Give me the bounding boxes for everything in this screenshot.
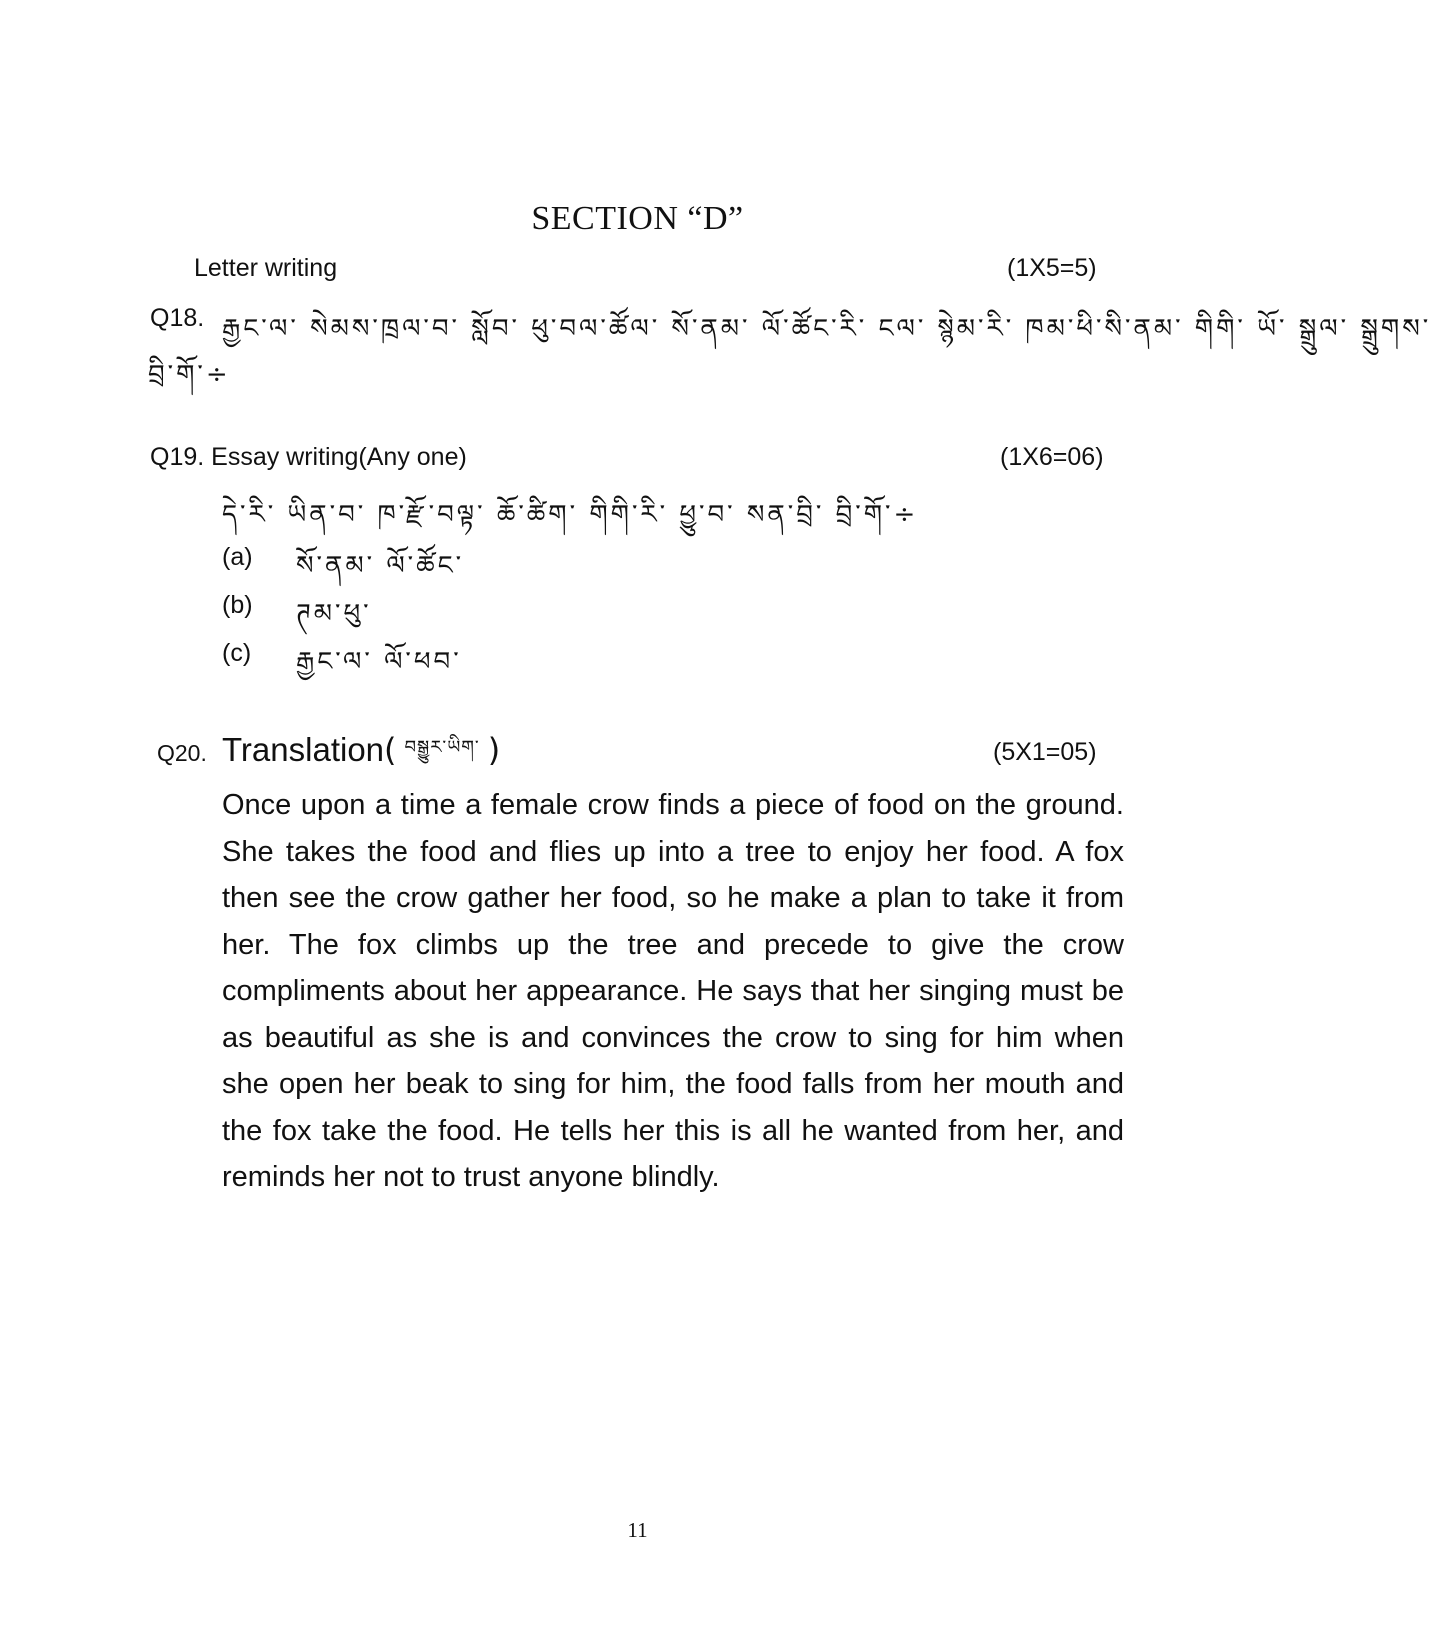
q19-heading: Q19. Essay writing(Any one) [150, 443, 467, 471]
q20-translation-passage: Once upon a time a female crow finds a piece of food on the ground. She takes the food and flies up into a tree to enjoy her food. A fox then see the crow gather her food, so he make a plan to take it from her. The fox climbs up the tree and precede to give the crow compliments about her appearance. He says that her singing must be as beautiful as she is and convinces the crow to sing for him when she open her beak to sing for him, the food falls from her mouth and the fox take the food. He tells her this is all he wanted from her, and reminds her not to trust anyone blindly. [222, 789, 1124, 1193]
q19-instruction: དེ་རི་ ཡིན་བ་ ཁ་རྫོ་བལྟ་ ཆོ་ཚིག་ གིགི་རི་ ཕྱུ་བ་ སན་བྲི་ བྲི་གོ་÷ [222, 500, 919, 530]
q18-prompt-line2: བྲི་གོ་÷ [148, 360, 231, 390]
q20-paren-close: ) [487, 731, 501, 769]
q20-heading [222, 728, 500, 778]
q20-number: Q20. [157, 740, 207, 766]
q19-option-a-label: (a) [222, 543, 253, 571]
q20-paren-open: ( [384, 731, 397, 769]
q18-prompt-line1: རྒྱང་ལ་ སེམས་ཁྲལ་བ་ སློབ་ ཕུ་བལ་ཚོལ་ སོ་ནམ་ ལོ་ཚོང་རི་ ངལ་ སྙེམ་རི་ ཁམ་ཕི་སི་ནམ་ གིགི་ ཡོ་ སྒྲུལ་ སྒྲུགས་ [222, 314, 1431, 344]
section-title: SECTION “D” [531, 200, 744, 237]
q18-heading: Letter writing [194, 254, 338, 282]
q20-heading-tibetan: བསྒྱུར་ཡིག་ [404, 737, 480, 758]
page-number: 11 [627, 1518, 648, 1542]
q20-heading-label: Translation [222, 731, 385, 768]
q19-marks: (1X6=06) [1000, 443, 1104, 471]
q19-option-b-label: (b) [222, 591, 253, 619]
q18-marks: (1X5=5) [1007, 254, 1097, 282]
q18-number: Q18. [150, 304, 205, 332]
q19-option-b-text: ཊམ་ཕུ་ [296, 599, 372, 629]
q19-option-a-text: སོ་ནམ་ ལོ་ཚོང་ [296, 551, 465, 581]
q19-option-c-text: རྒྱང་ལ་ ལོ་ཕབ་ [296, 647, 462, 677]
q19-option-c-label: (c) [222, 639, 252, 667]
q20-marks: (5X1=05) [993, 738, 1097, 766]
